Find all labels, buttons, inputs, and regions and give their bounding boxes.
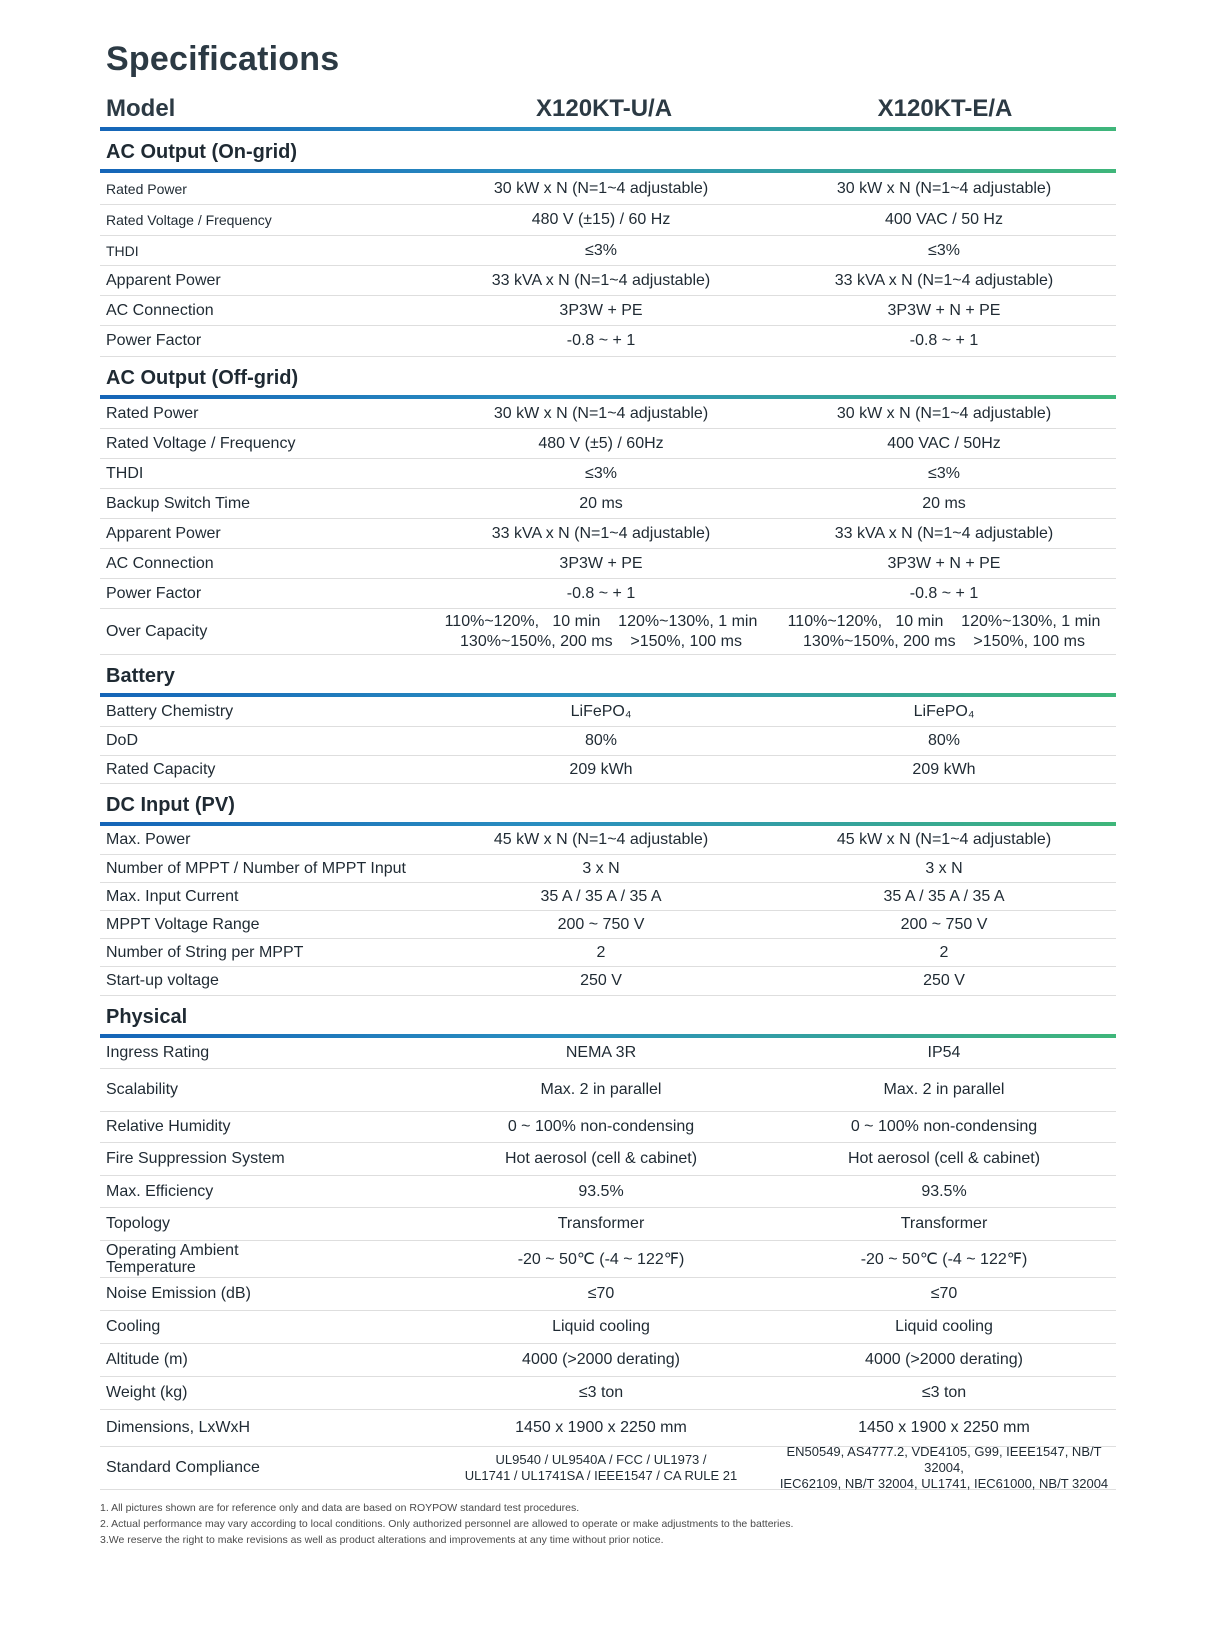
table-row xyxy=(100,967,1116,996)
table-row xyxy=(100,1344,1116,1377)
footnote: 1. All pictures shown are for reference only and data are based on ROYPOW standard test procedures. xyxy=(100,1502,580,1514)
row-label: AC Connection xyxy=(106,554,214,572)
value-a: ≤3 ton xyxy=(578,1384,624,1401)
value-a: -0.8 ~ + 1 xyxy=(566,584,636,602)
row-label: Number of String per MPPT xyxy=(106,943,304,961)
row-label: Rated Capacity xyxy=(106,760,216,778)
table-row xyxy=(100,205,1116,236)
row-label: Rated Voltage / Frequency xyxy=(106,434,296,452)
value-a: 0 ~ 100% non-condensing xyxy=(507,1118,695,1135)
row-label-line-1: Operating Ambient xyxy=(106,1242,239,1259)
row-label: Max. Efficiency xyxy=(106,1182,214,1200)
value-b: 80% xyxy=(927,732,961,749)
value-a: 30 kW x N (N=1~4 adjustable) xyxy=(493,404,709,422)
value-b: 20 ms xyxy=(922,494,966,512)
value-b: -0.8 ~ + 1 xyxy=(909,332,979,349)
value-b: ≤3 ton xyxy=(921,1384,967,1401)
table-row xyxy=(100,1143,1116,1176)
value-b-line-2: IEC62109, NB/T 32004, UL1741, IEC61000, NB/T 32004 xyxy=(779,1476,1109,1491)
value-b xyxy=(772,1444,1116,1492)
value-a: 33 kVA x N (N=1~4 adjustable) xyxy=(491,524,711,542)
table-row xyxy=(100,939,1116,967)
value-a: 93.5% xyxy=(578,1182,624,1200)
table-row xyxy=(100,911,1116,939)
value-a: ≤3% xyxy=(585,241,617,259)
value-b: 1450 x 1900 x 2250 mm xyxy=(858,1419,1030,1436)
row-label: Weight (kg) xyxy=(106,1384,188,1401)
table-row xyxy=(100,1112,1116,1143)
value-a: 3 x N xyxy=(582,859,620,877)
value-b: Max. 2 in parallel xyxy=(883,1081,1005,1098)
value-b: 33 kVA x N (N=1~4 adjustable) xyxy=(834,524,1054,542)
value-b: Liquid cooling xyxy=(895,1318,993,1335)
value-b: 30 kW x N (N=1~4 adjustable) xyxy=(836,179,1052,197)
row-label: Cooling xyxy=(106,1318,161,1335)
value-a: 20 ms xyxy=(579,494,623,512)
value-a xyxy=(430,1452,772,1484)
value-b: 2 xyxy=(939,943,949,961)
value-b: 200 ~ 750 V xyxy=(900,915,988,933)
row-label: Rated Voltage / Frequency xyxy=(106,212,272,228)
page-title: Specifications xyxy=(106,40,340,78)
row-label: Max. Input Current xyxy=(106,887,239,905)
value-a: 3P3W + PE xyxy=(559,554,643,572)
model-a-name: X120KT-U/A xyxy=(536,95,673,122)
value-a: 4000 (>2000 derating) xyxy=(522,1351,680,1368)
value-a: NEMA 3R xyxy=(565,1044,637,1061)
model-b-name: X120KT-E/A xyxy=(877,95,1013,122)
row-label: Power Factor xyxy=(106,584,202,602)
table-row xyxy=(100,1410,1116,1447)
value-a: ≤3% xyxy=(585,464,617,482)
footnotes xyxy=(100,1500,1116,1548)
value-b: 3 x N xyxy=(925,859,963,877)
model-header xyxy=(100,87,1116,127)
value-b: 209 kWh xyxy=(912,760,976,778)
table-row xyxy=(100,1311,1116,1344)
table-row xyxy=(100,727,1116,756)
value-b-line-1: EN50549, AS4777.2, VDE4105, G99, IEEE1547, NB/T 32004, xyxy=(786,1444,1102,1475)
row-label-line-2: Temperature xyxy=(106,1259,196,1276)
section-title-ac-on-grid: AC Output (On-grid) xyxy=(106,141,298,163)
row-label: Scalability xyxy=(106,1081,179,1098)
value-a: Max. 2 in parallel xyxy=(540,1081,662,1098)
value-a: 209 kWh xyxy=(569,760,633,778)
row-label: Noise Emission (dB) xyxy=(106,1285,251,1302)
value-a: Liquid cooling xyxy=(552,1318,650,1335)
table-row xyxy=(100,399,1116,429)
table-row xyxy=(100,429,1116,459)
row-label: Over Capacity xyxy=(106,622,208,640)
row-label: Rated Power xyxy=(106,404,199,422)
table-row xyxy=(100,609,1116,655)
table-row xyxy=(100,579,1116,609)
spec-sheet xyxy=(100,40,1116,1548)
row-label: Topology xyxy=(106,1215,171,1232)
value-b-line-1: 110%~120%, 10 min 120%~130%, 1 min xyxy=(787,612,1101,630)
value-a: 480 V (±15) / 60 Hz xyxy=(531,211,671,228)
table-row xyxy=(100,459,1116,489)
value-b: 4000 (>2000 derating) xyxy=(865,1351,1023,1368)
table-row xyxy=(100,1444,1116,1491)
section-title-battery: Battery xyxy=(106,665,175,687)
row-label: Apparent Power xyxy=(106,271,221,289)
table-row xyxy=(100,296,1116,326)
section-title-ac-off-grid: AC Output (Off-grid) xyxy=(106,367,299,389)
value-b xyxy=(772,612,1116,652)
value-b: 3P3W + N + PE xyxy=(887,554,1001,572)
table-row xyxy=(100,1176,1116,1208)
row-label: Dimensions, LxWxH xyxy=(106,1419,251,1436)
value-a-line-1: UL9540 / UL9540A / FCC / UL1973 / xyxy=(495,1452,707,1467)
row-label: MPPT Voltage Range xyxy=(106,915,260,933)
row-label: Max. Power xyxy=(106,831,191,848)
value-b: 33 kVA x N (N=1~4 adjustable) xyxy=(834,271,1054,289)
value-a: 480 V (±5) / 60Hz xyxy=(538,434,664,452)
value-b: 45 kW x N (N=1~4 adjustable) xyxy=(836,831,1052,848)
value-a: LiFePO₄ xyxy=(570,702,632,720)
value-b: 400 VAC / 50Hz xyxy=(887,434,1001,452)
row-label: Battery Chemistry xyxy=(106,702,234,720)
value-a: -20 ~ 50℃ (-4 ~ 122℉) xyxy=(517,1251,685,1268)
value-a: 33 kVA x N (N=1~4 adjustable) xyxy=(491,271,711,289)
table-row xyxy=(100,1208,1116,1241)
table-row xyxy=(100,697,1116,727)
value-a: -0.8 ~ + 1 xyxy=(566,332,636,349)
value-a xyxy=(430,612,772,652)
value-a: 1450 x 1900 x 2250 mm xyxy=(515,1419,687,1436)
value-b-line-2: 130%~150%, 200 ms >150%, 100 ms xyxy=(803,632,1085,650)
value-a: 30 kW x N (N=1~4 adjustable) xyxy=(493,179,709,197)
row-label: Fire Suppression System xyxy=(106,1150,285,1167)
table-row xyxy=(100,1069,1116,1112)
table-row xyxy=(100,1377,1116,1410)
table-row xyxy=(100,855,1116,883)
row-label: Altitude (m) xyxy=(106,1351,188,1368)
value-b: ≤70 xyxy=(930,1285,958,1302)
value-a: 3P3W + PE xyxy=(559,301,643,319)
row-label: Number of MPPT / Number of MPPT Input xyxy=(106,859,406,877)
row-label: Start-up voltage xyxy=(106,972,219,989)
value-b: IP54 xyxy=(927,1044,961,1061)
value-a: 80% xyxy=(584,732,618,749)
table-row xyxy=(100,1241,1116,1278)
value-b: 3P3W + N + PE xyxy=(887,301,1001,319)
row-label: Power Factor xyxy=(106,332,202,349)
row-label: Standard Compliance xyxy=(106,1459,260,1476)
footnote: 3.We reserve the right to make revisions as well as product alterations and improvements at any time without prior notice. xyxy=(100,1534,664,1546)
value-a: ≤70 xyxy=(587,1285,615,1302)
table-row xyxy=(100,883,1116,911)
table-row xyxy=(100,266,1116,296)
row-label: THDI xyxy=(106,464,144,482)
table-row xyxy=(100,519,1116,549)
value-b: 35 A / 35 A / 35 A xyxy=(883,887,1005,905)
table-row xyxy=(100,756,1116,784)
value-b: 30 kW x N (N=1~4 adjustable) xyxy=(836,404,1052,422)
value-a: Transformer xyxy=(557,1215,645,1232)
value-b: 93.5% xyxy=(921,1182,967,1200)
row-label: Apparent Power xyxy=(106,524,221,542)
value-b: ≤3% xyxy=(928,464,960,482)
value-a: 45 kW x N (N=1~4 adjustable) xyxy=(493,831,709,848)
value-a: 35 A / 35 A / 35 A xyxy=(540,887,662,905)
value-a: 200 ~ 750 V xyxy=(557,915,645,933)
table-row xyxy=(100,549,1116,579)
row-label: Relative Humidity xyxy=(106,1118,231,1135)
value-a-line-1: 110%~120%, 10 min 120%~130%, 1 min xyxy=(444,612,758,630)
row-label: AC Connection xyxy=(106,301,214,319)
value-b: 250 V xyxy=(923,972,965,989)
row-label: Rated Power xyxy=(106,180,187,197)
value-a: Hot aerosol (cell & cabinet) xyxy=(504,1150,698,1167)
row-label: THDI xyxy=(106,242,139,259)
table-row xyxy=(100,1278,1116,1311)
row-label: Backup Switch Time xyxy=(106,494,251,512)
table-row xyxy=(100,1038,1116,1069)
value-b: -0.8 ~ + 1 xyxy=(909,584,979,602)
table-row xyxy=(100,826,1116,855)
table-row xyxy=(100,173,1116,205)
section-title-physical: Physical xyxy=(106,1006,188,1028)
value-b: -20 ~ 50℃ (-4 ~ 122℉) xyxy=(860,1251,1028,1268)
row-label: DoD xyxy=(106,732,139,749)
section-title-dc-input: DC Input (PV) xyxy=(106,794,235,816)
value-b: ≤3% xyxy=(928,241,960,259)
value-a: 2 xyxy=(596,943,606,961)
table-row xyxy=(100,236,1116,266)
table-row xyxy=(100,489,1116,519)
value-b: Hot aerosol (cell & cabinet) xyxy=(847,1150,1041,1167)
value-b: 400 VAC / 50 Hz xyxy=(885,211,1003,228)
value-a-line-2: 130%~150%, 200 ms >150%, 100 ms xyxy=(460,632,742,650)
value-b: Transformer xyxy=(900,1215,988,1232)
row-label xyxy=(100,1242,430,1276)
value-a-line-2: UL1741 / UL1741SA / IEEE1547 / CA RULE 21 xyxy=(464,1468,738,1483)
value-b: 0 ~ 100% non-condensing xyxy=(850,1118,1038,1135)
value-a: 250 V xyxy=(580,972,622,989)
row-label: Ingress Rating xyxy=(106,1044,210,1061)
footnote: 2. Actual performance may vary according to local conditions. Only authorized personnel are allowed to operate or make adjustments to the batteries. xyxy=(100,1518,794,1530)
value-b: LiFePO₄ xyxy=(913,702,975,720)
model-label: Model xyxy=(106,95,176,122)
table-row xyxy=(100,326,1116,357)
